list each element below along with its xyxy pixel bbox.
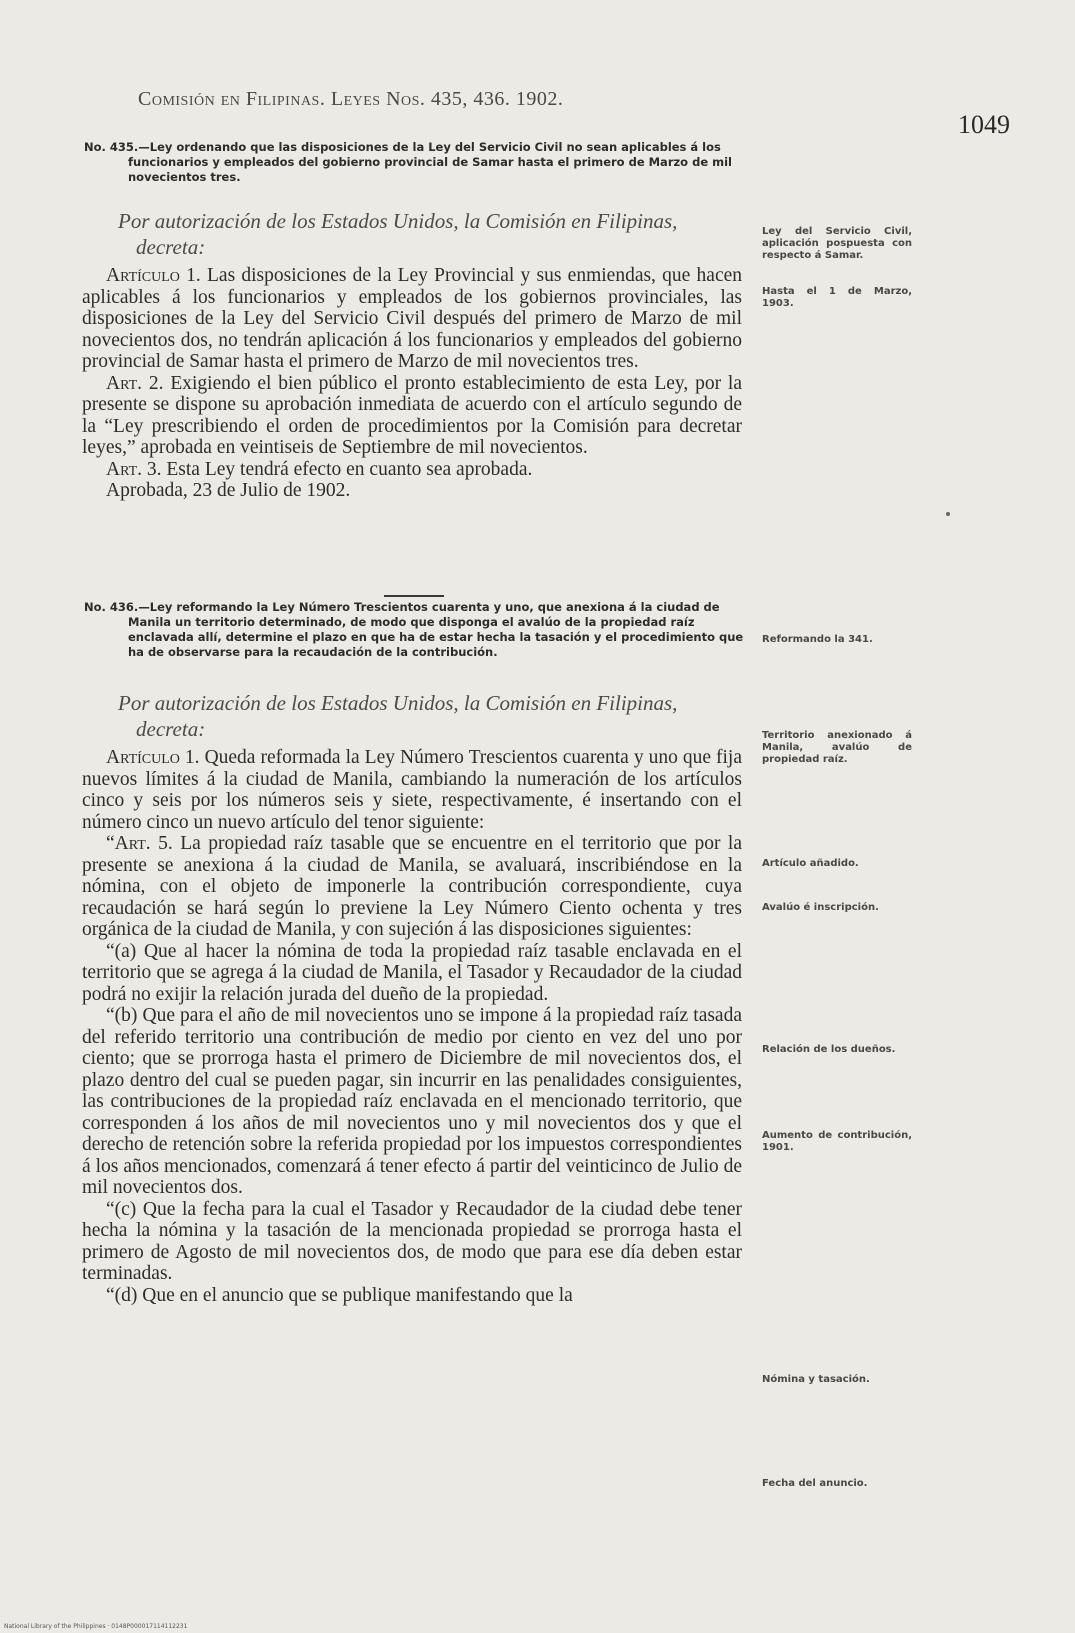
article-label: “Art. 5. [106,833,173,854]
law-435-authority [84,208,744,260]
approval-date: Aprobada, 23 de Julio de 1902. [106,480,351,501]
margin-note: Aumento de contribución, 1901. [762,1130,912,1153]
article-label: Artículo 1. [106,747,200,768]
authority-text: Por autorización de los Estados Unidos, la Comisión en Filipinas, [118,209,678,233]
article-label: Art. 2. [106,372,164,394]
margin-note: Nómina y tasación. [762,1374,870,1385]
article-label: Artículo 1. [106,265,201,286]
authority-text: Por autorización de los Estados Unidos, la Comisión en Filipinas, [118,691,678,715]
article-text: Queda reformada la Ley Número Trescientos cuarenta y uno que fija nuevos límites á la ciudad de Manila, cambiando la numeración de los artículos cinco y seis por los números seis y siete, respectivamente, é insertando con el número cinco un nuevo artículo del tenor siguiente: [82,747,743,833]
paragraph-text: Que al hacer la nómina de toda la propiedad raíz tasable enclavada en el territorio que se agrega á la ciudad de Manila, el Tasador y Recaudador de la ciudad podrá no exijir la relación jurada del dueño de la propiedad. [82,940,743,1005]
margin-note: Fecha del anuncio. [762,1478,868,1489]
article-5 [82,833,742,941]
scan-footer: National Library of the Philippines · 0148P000017114112231 [4,1623,188,1630]
paragraph-text: Que la fecha para la cual el Tasador y Recaudador de la ciudad debe tener hecha la nómina y la tasación de la mencionada propiedad se prorroga hasta el primero de Agosto de mil novecientos dos, de modo que para ese día deben estar terminadas. [82,1198,742,1284]
article-1 [82,265,742,373]
law-436-authority [84,690,744,742]
paragraph-label: “(c) [106,1198,137,1220]
article-text: Exigiendo el bien público el pronto establecimiento de esta Ley, por la presente se dispone su aprobación inmediata de acuerdo con el artículo segundo de la “Ley prescribiendo el orden de procedimientos por la Comisión para decretar leyes,” aprobada en veintiseis de Septiembre de mil novecientos. [82,372,743,458]
margin-note: Ley del Servicio Civil, aplicación pospuesta con respecto á Samar. [762,226,912,261]
law-436-body [82,747,742,1306]
margin-note: Territorio anexionado á Manila, avalúo de propiedad raíz. [762,730,912,765]
paragraph-text: Que en el anuncio que se publique manifestando que la [142,1284,573,1306]
margin-note: Artículo añadido. [762,858,859,869]
article-text: Las disposiciones de la Ley Provincial y sus enmiendas, que hacen aplicables á los funcionarios y empleados de los gobiernos provinciales, las disposiciones de la Ley del Servicio Civil después del primero de Marzo de mil novecientos dos, no tendrán aplicación á los funcionarios y empleados del gobierno provincial de Samar hasta el primero de Marzo de mil novecientos tres. [82,265,743,372]
article-2 [82,373,742,459]
article-1 [82,747,742,833]
margin-note: Avalúo é inscripción. [762,902,879,913]
paragraph-text: Que para el año de mil novecientos uno se impone á la propiedad raíz tasada del referido territorio una contribución de medio por ciento en vez del uno por ciento; que se prorroga hasta el primero de Diciembre de mil novecientos dos, el plazo dentro del cual se pueden pagar, sin incurrir en las penalidades consiguientes, las contribuciones de la propiedad raíz enclavada en el mencionado territorio, que corresponden á los años de mil novecientos uno y mil novecientos dos y que el derecho de retención sobre la referida propiedad por los impuestos correspondientes á los años mencionados, comenzará á tener efecto á partir del veinticinco de Julio de mil novecientos dos. [82,1005,742,1198]
article-text: Esta Ley tendrá efecto en cuanto sea aprobada. [166,458,533,480]
paragraph-d [82,1285,742,1307]
running-head: Comisión en Filipinas. Leyes Nos. 435, 436. 1902. [138,88,564,110]
paragraph-label: “(d) [106,1284,138,1306]
law-436-heading: No. 436.—Ley reformando la Ley Número Trescientos cuarenta y uno, que anexiona á la ciudad de Manila un territorio determinado, de modo que disponga el avalúo de la propiedad raíz enclavada allí, determine el plazo en que ha de estar hecha la tasación y el procedimiento que ha de observarse para la recaudación de la contribución. [84,600,744,659]
margin-note: Relación de los dueños. [762,1044,896,1055]
article-3 [82,459,742,481]
section-divider [384,595,444,597]
article-text: La propiedad raíz tasable que se encuentre en el territorio que por la presente se anexiona á la ciudad de Manila, se avaluará, inscribiéndose en la nómina, con el objeto de imponerle la contribución correspondiente, cuya recaudación se hará según lo previene la Ley Número Ciento ochenta y tres orgánica de la ciudad de Manila, y con sujeción á las disposiciones siguientes: [82,833,742,940]
paragraph-label: “(b) [106,1005,138,1026]
paragraph-a [82,941,742,1006]
decreta-text: decreta: [136,717,206,741]
margin-note: Hasta el 1 de Marzo, 1903. [762,286,912,309]
article-label: Art. 3. [106,458,162,480]
law-435-body [82,265,742,502]
paragraph-label: “(a) [106,940,137,962]
page-number: 1049 [958,110,1010,139]
law-435-heading: No. 435.—Ley ordenando que las disposiciones de la Ley del Servicio Civil no sean aplicables á los funcionarios y empleados del gobierno provincial de Samar hasta el primero de Marzo de mil novecientos tres. [84,140,732,184]
paragraph-b [82,1005,742,1199]
paragraph-c [82,1199,742,1285]
margin-note: Reformando la 341. [762,634,873,645]
speck [946,512,950,516]
decreta-text: decreta: [136,235,206,259]
